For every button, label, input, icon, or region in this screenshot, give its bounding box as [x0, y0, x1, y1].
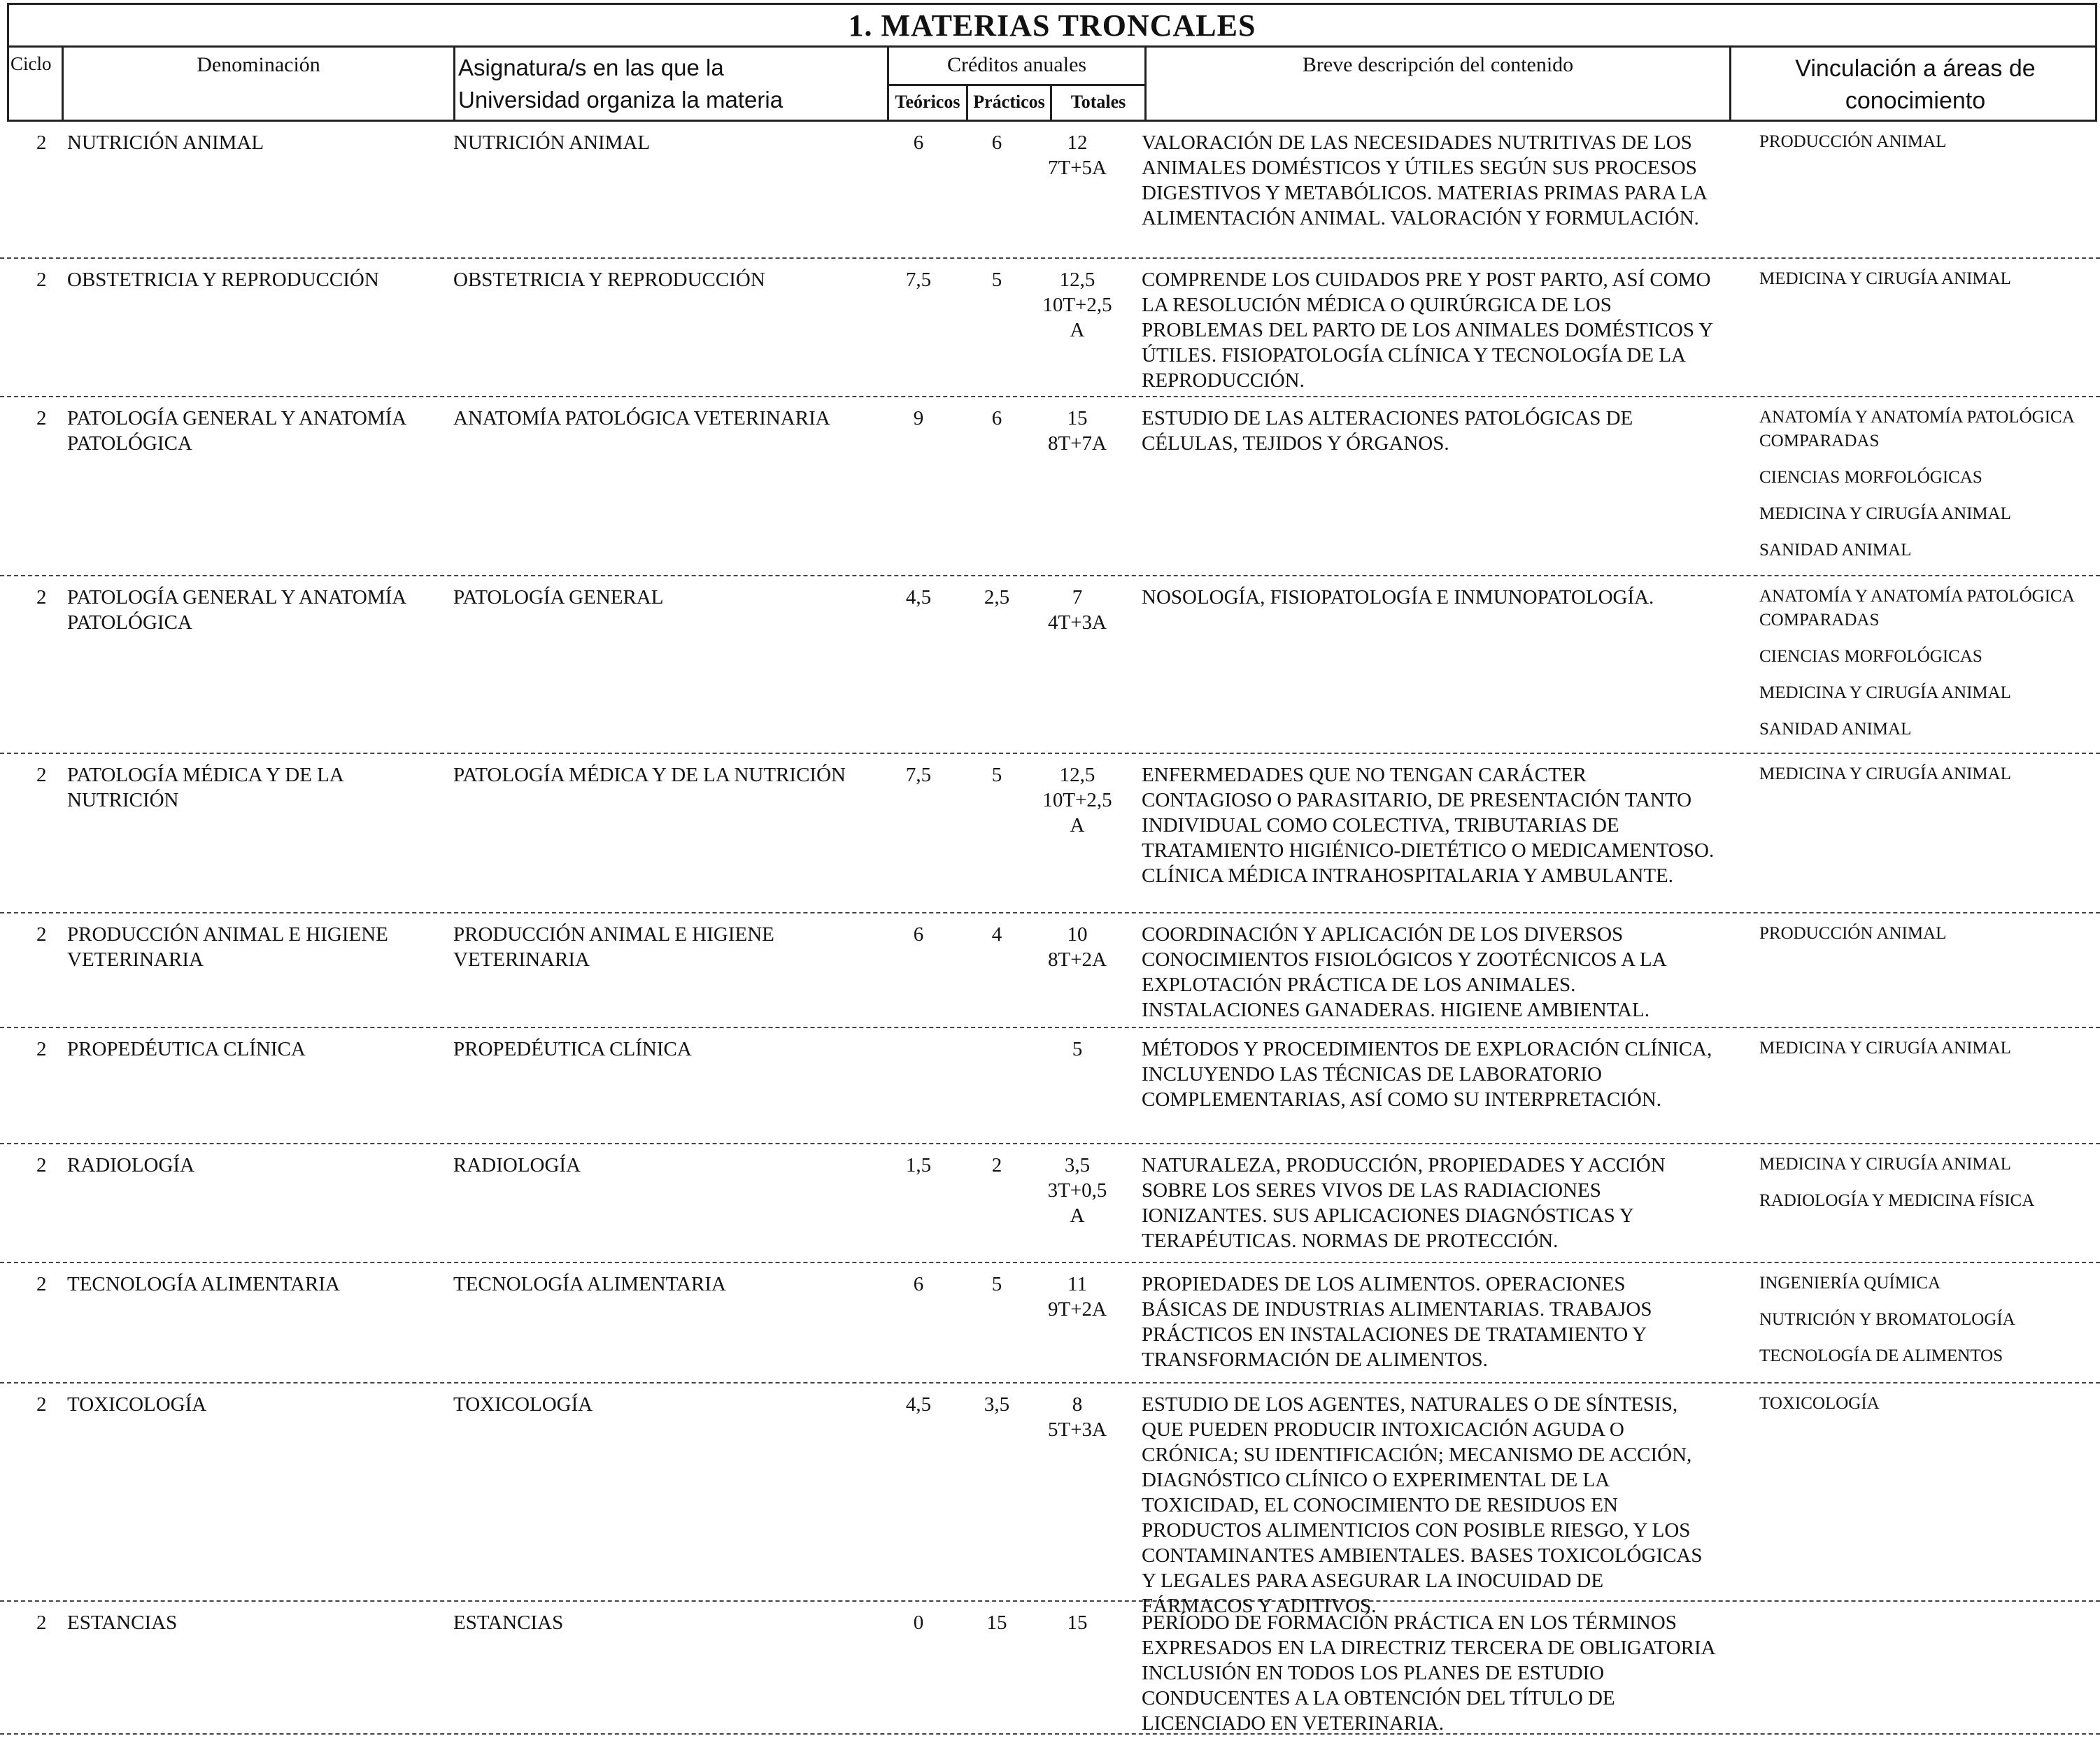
row-asignatura: PRODUCCIÓN ANIMAL E HIGIENE VETERINARIA [453, 923, 779, 971]
area-item: CIENCIAS MORFOLÓGICAS [1759, 647, 1982, 666]
area-item: CIENCIAS MORFOLÓGICAS [1759, 468, 1982, 487]
row-ciclo: 2 [36, 269, 47, 291]
row-totales: 10 8T+2A [1047, 923, 1107, 971]
row-descripcion: NOSOLOGÍA, FISIOPATOLOGÍA E INMUNOPATOLOGÍA. [1142, 586, 1654, 609]
row-teoricos: 9 [913, 407, 924, 429]
row-denominacion: PATOLOGÍA GENERAL Y ANATOMÍA PATOLÓGICA [67, 407, 411, 455]
row-descripcion: ESTUDIO DE LAS ALTERACIONES PATOLÓGICAS DE CÉLULAS, TEJIDOS Y ÓRGANOS. [1142, 407, 1638, 455]
row-ciclo: 2 [36, 764, 47, 786]
row-denominacion: OBSTETRICIA Y REPRODUCCIÓN [67, 269, 379, 291]
area-item: ANATOMÍA Y ANATOMÍA PATOLÓGICA COMPARADAS [1759, 587, 2078, 630]
area-item: MEDICINA Y CIRUGÍA ANIMAL [1759, 683, 2011, 702]
header-teoricos-cell [889, 84, 968, 120]
area-item: SANIDAD ANIMAL [1759, 720, 1912, 739]
row-practicos: 6 [991, 407, 1002, 429]
row-denominacion: PRODUCCIÓN ANIMAL E HIGIENE VETERINARIA [67, 923, 393, 971]
row-descripcion: PERÍODO DE FORMACIÓN PRÁCTICA EN LOS TÉRMINOS EXPRESADOS EN LA DIRECTRIZ TERCERA DE OBLIGATORIA INCLUSIÓN EN TODOS LOS PLANES DE ESTUDIO CONDUCENTES A LA OBTENCIÓN DEL TÍTULO DE LICENCIADO EN VETERINARIA. [1142, 1612, 1720, 1735]
row-asignatura: NUTRICIÓN ANIMAL [453, 131, 651, 154]
row-descripcion: ENFERMEDADES QUE NO TENGAN CARÁCTER CONTAGIOSO O PARASITARIO, DE PRESENTACIÓN TANTO INDIVIDUAL COMO COLECTIVA, TRIBUTARIAS DE TRATAMIENTO HIGIÉNICO-DIETÉTICO O MEDICAMENTOSO. CLÍNICA MÉDICA INTRAHOSPITALARIA Y AMBULANTE. [1142, 764, 1719, 887]
row-teoricos: 0 [913, 1612, 924, 1634]
row-areas [1759, 130, 2100, 166]
row-ciclo: 2 [36, 1273, 47, 1295]
table-row [0, 1602, 2100, 1735]
table-row [0, 576, 2100, 754]
header-denominacion-cell [64, 48, 455, 120]
area-item: MEDICINA Y CIRUGÍA ANIMAL [1759, 1155, 2011, 1174]
table-row [0, 259, 2100, 397]
area-item: MEDICINA Y CIRUGÍA ANIMAL [1759, 269, 2011, 288]
header-totales: Totales [1070, 92, 1126, 112]
area-item: SANIDAD ANIMAL [1759, 541, 1912, 560]
header-vinculacion-line1: Vinculación a áreas de [1795, 55, 2036, 82]
row-areas [1759, 1037, 2100, 1073]
row-practicos: 15 [986, 1612, 1007, 1634]
row-asignatura: PATOLOGÍA GENERAL [453, 586, 664, 609]
table-row [0, 397, 2100, 576]
header-descripcion-cell [1147, 48, 1731, 120]
row-teoricos: 6 [913, 131, 924, 154]
area-item: NUTRICIÓN Y BROMATOLOGÍA [1759, 1310, 2015, 1329]
row-areas [1759, 1392, 2100, 1428]
row-areas [1759, 267, 2100, 304]
header-vinculacion-line2: conocimiento [1845, 87, 1986, 114]
row-descripcion: MÉTODOS Y PROCEDIMIENTOS DE EXPLORACIÓN CLÍNICA, INCLUYENDO LAS TÉCNICAS DE LABORATORIO COMPLEMENTARIAS, ASÍ COMO SU INTERPRETACIÓN. [1142, 1038, 1717, 1111]
header-asignatura-line1: Asignatura/s en las que la [458, 55, 724, 80]
table-row [0, 1263, 2100, 1384]
row-practicos: 6 [991, 131, 1002, 154]
header-creditos-cell [889, 48, 1147, 120]
header-asignatura-line2: Universidad organiza la materia [458, 87, 783, 113]
row-asignatura: PATOLOGÍA MÉDICA Y DE LA NUTRICIÓN [453, 764, 846, 786]
row-areas [1759, 406, 2100, 575]
row-denominacion: PROPEDÉUTICA CLÍNICA [67, 1038, 306, 1060]
row-teoricos: 1,5 [905, 1154, 932, 1176]
row-teoricos: 4,5 [905, 586, 932, 609]
row-totales: 12 7T+5A [1047, 131, 1107, 179]
area-item: RADIOLOGÍA Y MEDICINA FÍSICA [1759, 1191, 2035, 1210]
row-ciclo: 2 [36, 1612, 47, 1634]
row-totales: 15 8T+7A [1047, 407, 1107, 455]
table-row [0, 1144, 2100, 1263]
row-areas [1759, 922, 2100, 958]
row-descripcion: COMPRENDE LOS CUIDADOS PRE Y POST PARTO, ASÍ COMO LA RESOLUCIÓN MÉDICA O QUIRÚRGICA DE LOS PROBLEMAS DEL PARTO DE LOS ANIMALES DOMÉSTICOS Y ÚTILES. FISIOPATOLOGÍA CLÍNICA Y TECNOLOGÍA DE LA REPRODUCCIÓN. [1142, 269, 1718, 392]
header-descripcion: Breve descripción del contenido [1302, 53, 1574, 76]
row-totales: 3,5 3T+0,5 A [1047, 1154, 1107, 1227]
row-practicos: 5 [991, 764, 1002, 786]
row-practicos: 3,5 [984, 1393, 1010, 1416]
table-header [7, 48, 2097, 122]
header-denominacion: Denominación [197, 53, 320, 76]
row-practicos: 5 [991, 269, 1002, 291]
row-teoricos: 4,5 [905, 1393, 932, 1416]
row-asignatura: TECNOLOGÍA ALIMENTARIA [453, 1273, 726, 1295]
header-totales-cell [1052, 84, 1144, 120]
area-item: PRODUCCIÓN ANIMAL [1759, 924, 1947, 943]
row-denominacion: PATOLOGÍA MÉDICA Y DE LA NUTRICIÓN [67, 764, 348, 811]
row-areas [1759, 585, 2100, 754]
table-row [0, 754, 2100, 913]
row-areas [1759, 1153, 2100, 1225]
title-bar [7, 3, 2097, 48]
row-totales: 5 [1072, 1038, 1083, 1060]
header-practicos: Prácticos [973, 92, 1045, 112]
row-descripcion: ESTUDIO DE LOS AGENTES, NATURALES O DE SÍNTESIS, QUE PUEDEN PRODUCIR INTOXICACIÓN AGUDA O CRÓNICA; SU IDENTIFICACIÓN; MECANISMO DE ACCIÓN, DIAGNÓSTICO CLÍNICO O EXPERIMENTAL DE LA TOXICIDAD, EL CONOCIMIENTO DE RESIDUOS EN PRODUCTOS ALIMENTICIOS CON POSIBLE RIESGO, Y LOS CONTAMINANTES AMBIENTALES. BASES TOXICOLÓGICAS Y LEGALES PARA ASEGURAR LA INOCUIDAD DE FÁRMACOS Y ADITIVOS. [1142, 1393, 1707, 1617]
row-totales: 12,5 10T+2,5 A [1042, 764, 1112, 837]
row-totales: 11 9T+2A [1047, 1273, 1107, 1321]
header-vinculacion-cell [1731, 48, 2099, 120]
row-denominacion: TOXICOLOGÍA [67, 1393, 207, 1416]
row-denominacion: NUTRICIÓN ANIMAL [67, 131, 264, 154]
row-areas [1759, 1272, 2100, 1381]
row-ciclo: 2 [36, 923, 47, 946]
row-denominacion: RADIOLOGÍA [67, 1154, 195, 1176]
row-ciclo: 2 [36, 586, 47, 609]
row-descripcion: NATURALEZA, PRODUCCIÓN, PROPIEDADES Y ACCIÓN SOBRE LOS SERES VIVOS DE LAS RADIACIONES IONIZANTES. SUS APLICACIONES DIAGNÓSTICAS Y TERAPÉUTICAS. NORMAS DE PROTECCIÓN. [1142, 1154, 1670, 1252]
row-asignatura: PROPEDÉUTICA CLÍNICA [453, 1038, 692, 1060]
page-title: 1. MATERIAS TRONCALES [848, 8, 1256, 43]
row-totales: 7 4T+3A [1047, 586, 1107, 634]
area-item: MEDICINA Y CIRUGÍA ANIMAL [1759, 504, 2011, 523]
row-totales: 12,5 10T+2,5 A [1042, 269, 1112, 341]
header-practicos-cell [968, 84, 1052, 120]
table-row [0, 122, 2100, 259]
row-practicos: 2,5 [984, 586, 1010, 609]
row-teoricos: 6 [913, 923, 924, 946]
table-row [0, 1028, 2100, 1144]
row-denominacion: TECNOLOGÍA ALIMENTARIA [67, 1273, 340, 1295]
row-asignatura: OBSTETRICIA Y REPRODUCCIÓN [453, 269, 765, 291]
row-asignatura: RADIOLOGÍA [453, 1154, 581, 1176]
area-item: TECNOLOGÍA DE ALIMENTOS [1759, 1346, 2003, 1365]
area-item: MEDICINA Y CIRUGÍA ANIMAL [1759, 764, 2011, 783]
row-denominacion: PATOLOGÍA GENERAL Y ANATOMÍA PATOLÓGICA [67, 586, 411, 634]
row-asignatura: ANATOMÍA PATOLÓGICA VETERINARIA [453, 407, 830, 429]
row-teoricos: 6 [913, 1273, 924, 1295]
row-descripcion: COORDINACIÓN Y APLICACIÓN DE LOS DIVERSOS CONOCIMIENTOS FISIOLÓGICOS Y ZOOTÉCNICOS A LA EXPLOTACIÓN PRÁCTICA DE LOS ANIMALES. INSTALACIONES GANADERAS. HIGIENE AMBIENTAL. [1142, 923, 1671, 1021]
row-ciclo: 2 [36, 131, 47, 154]
row-totales: 15 [1067, 1612, 1088, 1634]
header-creditos: Créditos anuales [946, 53, 1087, 76]
area-item: MEDICINA Y CIRUGÍA ANIMAL [1759, 1039, 2011, 1058]
row-totales: 8 5T+3A [1047, 1393, 1107, 1441]
area-item: TOXICOLOGÍA [1759, 1394, 1880, 1413]
row-areas [1759, 762, 2100, 799]
table-row [0, 913, 2100, 1028]
row-teoricos: 7,5 [905, 269, 932, 291]
row-asignatura: ESTANCIAS [453, 1612, 564, 1634]
row-descripcion: VALORACIÓN DE LAS NECESIDADES NUTRITIVAS DE LOS ANIMALES DOMÉSTICOS Y ÚTILES SEGÚN SUS PROCESOS DIGESTIVOS Y METABÓLICOS. MATERIAS PRIMAS PARA LA ALIMENTACIÓN ANIMAL. VALORACIÓN Y FORMULACIÓN. [1142, 131, 1711, 229]
row-descripcion: PROPIEDADES DE LOS ALIMENTOS. OPERACIONES BÁSICAS DE INDUSTRIAS ALIMENTARIAS. TRABAJOS PRÁCTICOS EN INSTALACIONES DE TRATAMIENTO Y TRANSFORMACIÓN DE ALIMENTOS. [1142, 1273, 1657, 1371]
table-row [0, 1384, 2100, 1617]
header-asignatura-cell [455, 48, 889, 120]
row-teoricos: 7,5 [905, 764, 932, 786]
header-teoricos: Teóricos [895, 92, 960, 112]
area-item: INGENIERÍA QUÍMICA [1759, 1274, 1941, 1293]
row-practicos: 4 [991, 923, 1002, 946]
row-practicos: 2 [991, 1154, 1002, 1176]
area-item: PRODUCCIÓN ANIMAL [1759, 132, 1947, 151]
row-ciclo: 2 [36, 1393, 47, 1416]
row-asignatura: TOXICOLOGÍA [453, 1393, 593, 1416]
area-item: ANATOMÍA Y ANATOMÍA PATOLÓGICA COMPARADAS [1759, 408, 2078, 450]
row-ciclo: 2 [36, 1154, 47, 1176]
row-denominacion: ESTANCIAS [67, 1612, 178, 1634]
row-practicos: 5 [991, 1273, 1002, 1295]
row-ciclo: 2 [36, 407, 47, 429]
row-ciclo: 2 [36, 1038, 47, 1060]
header-ciclo-cell [9, 48, 64, 120]
header-ciclo: Ciclo [10, 53, 52, 74]
